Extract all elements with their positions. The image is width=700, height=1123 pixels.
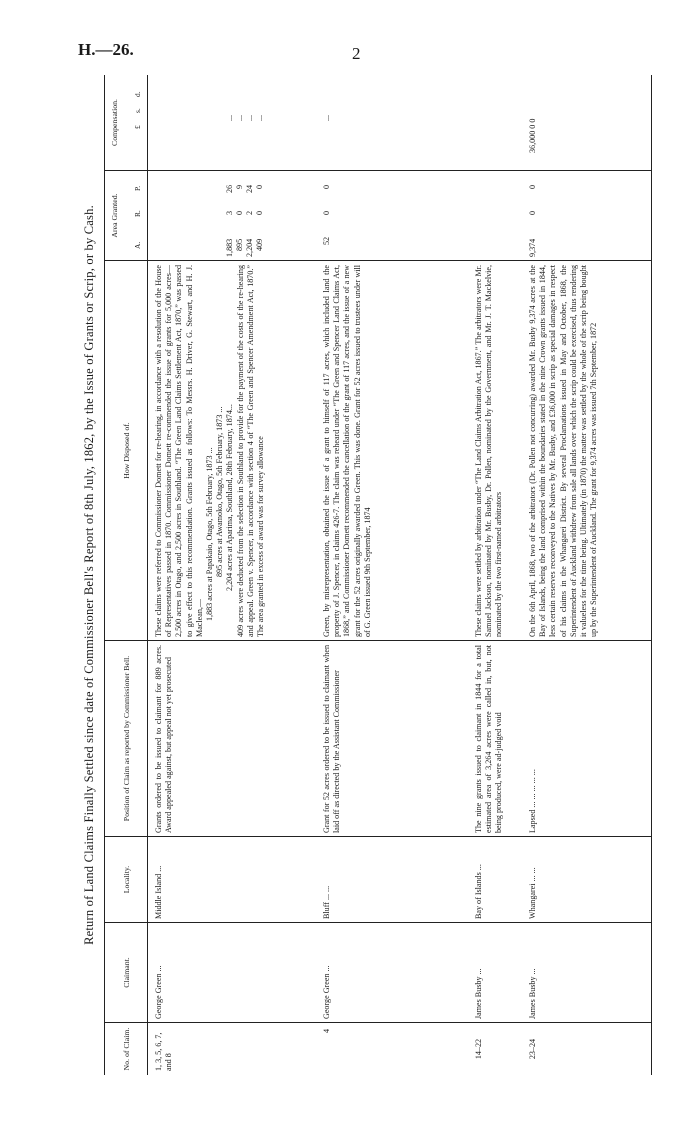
header-locality: Locality. xyxy=(105,837,147,923)
table-title: Return of Land Claims Finally Settled since date of Commissioner Bell's Report of 8th July, 1862, by the Issue of Grants or Scrip, or by Cash. xyxy=(82,205,96,945)
header-comp-pence: d. xyxy=(133,91,142,97)
compensation-value: ... xyxy=(245,114,254,121)
table-row xyxy=(474,75,528,1075)
area-roods: 0 xyxy=(235,210,244,215)
disposition-item: 895 acres at Awamoko, Otago, 5th February, 1873 ... xyxy=(215,406,225,577)
area-roods: 3 xyxy=(225,210,234,215)
header-position: Position of Claim as reported by Commissioner Bell. xyxy=(105,641,147,837)
claim-position: Grants ordered to be issued to claimant for 889 acres. Award appealed against, but appeal not yet prosecuted xyxy=(154,645,174,833)
compensation-value: ... xyxy=(255,114,264,121)
claim-position: Grant for 52 acres ordered to be issued to claimant when laid off as directed by the Assistant Commissioner xyxy=(322,645,342,833)
disposition-text: Green, by misrepresentation, obtained the issue of a grant to himself of 117 acres, which included land the property of J. Spencer, in claims 426-7. The claim was reheard under “The Green and Spencer Land Claims Act, 1868,” and Commissioner Domett recommended the cancellation of the grant of 117 acres, and the issue of a new grant for the 52 acres originally awarded to Green. This was done. Grant for 52 acres issued to trustees under will of G. Green issued 9th September, 1874 xyxy=(322,265,372,637)
claimant-name: George Green ... xyxy=(154,965,163,1019)
header-claimant: Claimant. xyxy=(105,923,147,1023)
header-area-roods: R. xyxy=(133,210,142,217)
claim-number: 1, 3, 5, 6, 7, and 8 xyxy=(154,1032,174,1071)
area-acres: 409 xyxy=(255,238,264,251)
claim-number: 23–24 xyxy=(528,1038,537,1060)
locality: Middle Island ... xyxy=(154,865,163,919)
page-number: 2 xyxy=(352,44,361,63)
claimant-name: George Green ... xyxy=(322,965,331,1019)
header-no: No. of Claim. xyxy=(121,1027,131,1071)
area-perches: 0 xyxy=(528,184,537,189)
table-header-row xyxy=(105,75,148,1075)
disposition-text: On the 6th April, 1868, two of the arbitrators (Dr. Pollen not concurring) awarded Mr. Busby 9,374 acres at the Bay of Islands, being the land comprised within the boundaries stated in the nine Crown grants issued in 1844, less certain reserves reconveyed to the Natives by Mr. Busby, and £36,000 in scrip as special damages in respect of his claims in the Whangarei District. By several Proclamations issued in May and October, 1868, the Superintendent of Auckland withdrew from sale all lands over which the scrip could be exercised, thus rendering it valueless for the time being. Ultimately (in 1870) the matter was settled by the whole of the scrip being bought up by the Superintendent of Auckland. The grant for 9,374 acres was issued 7th September, 1872 xyxy=(528,265,599,637)
claim-number: 14–22 xyxy=(474,1038,483,1060)
claim-position: Lapsed ... ... ... ... ... xyxy=(528,769,537,833)
disposition-text: These claims were referred to Commissioner Domett for re-hearing, in accordance with a resolution of the House of Representatives passed in 1870. Commissioner Domett re-commended the issue of grants for 5,000 acres—2,500 acres in Otago, and 2,500 acres in Southland. “The Green Land Claims Settlement Act, 1870,” was passed to give effect to this recommendation. Grants issued as follows: To Messrs. H. Driver, G. Stewart, and H. J. Maclean,— xyxy=(154,265,204,637)
area-perches: 9 xyxy=(235,184,244,189)
area-perches: 24 xyxy=(245,184,254,193)
disposition xyxy=(154,261,266,641)
area-roods: 0 xyxy=(528,210,537,215)
area-roods: 0 xyxy=(322,210,331,215)
area-acres: 52 xyxy=(322,236,331,245)
compensation-value: ... xyxy=(235,114,244,121)
area-perches: 0 xyxy=(255,184,264,189)
disposition-text: These claims were settled by arbitration under “The Land Claims Arbitration Act, 1867.” The arbitrators were Mr. Samuel Jackson, nominated by Mr. Busby, Dr. Pollen, nominated by the Government, and Mr. J. T. Mackelvie, nominated by the two first-named arbitrators xyxy=(474,265,504,637)
header-compensation-label: Compensation. xyxy=(110,99,119,146)
area-acres: 9,374 xyxy=(528,238,537,257)
area-perches: 26 xyxy=(225,184,234,193)
header-area-label: Area Granted. xyxy=(110,193,119,238)
header-comp-shillings: s. xyxy=(133,108,142,113)
land-claims-table xyxy=(104,75,652,1075)
rotated-table-container xyxy=(82,75,652,1075)
page-reference: H.—26. xyxy=(78,40,134,59)
table-body xyxy=(148,75,651,1075)
table-row xyxy=(528,75,648,1075)
table-row xyxy=(322,75,422,1075)
disposition-item: 2,204 acres at Aparima, Southland, 28th February, 1874... xyxy=(225,404,235,591)
header-disposed: How Disposed of. xyxy=(105,261,147,641)
area-roods: 2 xyxy=(245,210,254,215)
locality: Bay of Islands ... xyxy=(474,864,483,919)
area-roods: 0 xyxy=(255,210,264,215)
area-acres: 2,204 xyxy=(245,238,254,257)
header-area-perches: P. xyxy=(133,185,142,191)
locality: Whangarei ... ... xyxy=(528,867,537,919)
compensation-value: 36,000 0 0 xyxy=(528,118,537,153)
compensation-value: ... xyxy=(225,114,234,121)
area-perches: 0 xyxy=(322,184,331,189)
claimant-name: James Busby ... xyxy=(474,968,483,1019)
claimant-name: James Busby ... xyxy=(528,968,537,1019)
table-row xyxy=(154,75,324,1075)
header-compensation xyxy=(105,75,147,171)
locality: Bluff ... ... xyxy=(322,885,331,919)
claim-number: 4 xyxy=(322,1029,331,1034)
disposition-item: 409 acres were deducted from the selection in Southland to provide for the payment of the costs of the re-hearing and appeal. Green v. Spencer, in accordance with section 4 of “The Green and Spencer Amendment Act, 1870.” The area granted in excess of award was for survey allowance xyxy=(235,265,266,637)
claim-position: The nine grants issued to claimant in 1844 for a total estimated area of 3,264 acres were called in, but, not being produced, were ad-judged void xyxy=(474,645,504,833)
area-acres: 1,883 xyxy=(225,238,234,257)
compensation-value: ... xyxy=(322,114,331,121)
header-comp-pounds: £ xyxy=(133,125,142,129)
area-acres: 895 xyxy=(235,238,244,251)
header-area-acres: A. xyxy=(133,241,142,249)
disposition-item: 1,883 acres at Papakaio, Otago, 5th February, 1873 ... xyxy=(205,447,215,621)
